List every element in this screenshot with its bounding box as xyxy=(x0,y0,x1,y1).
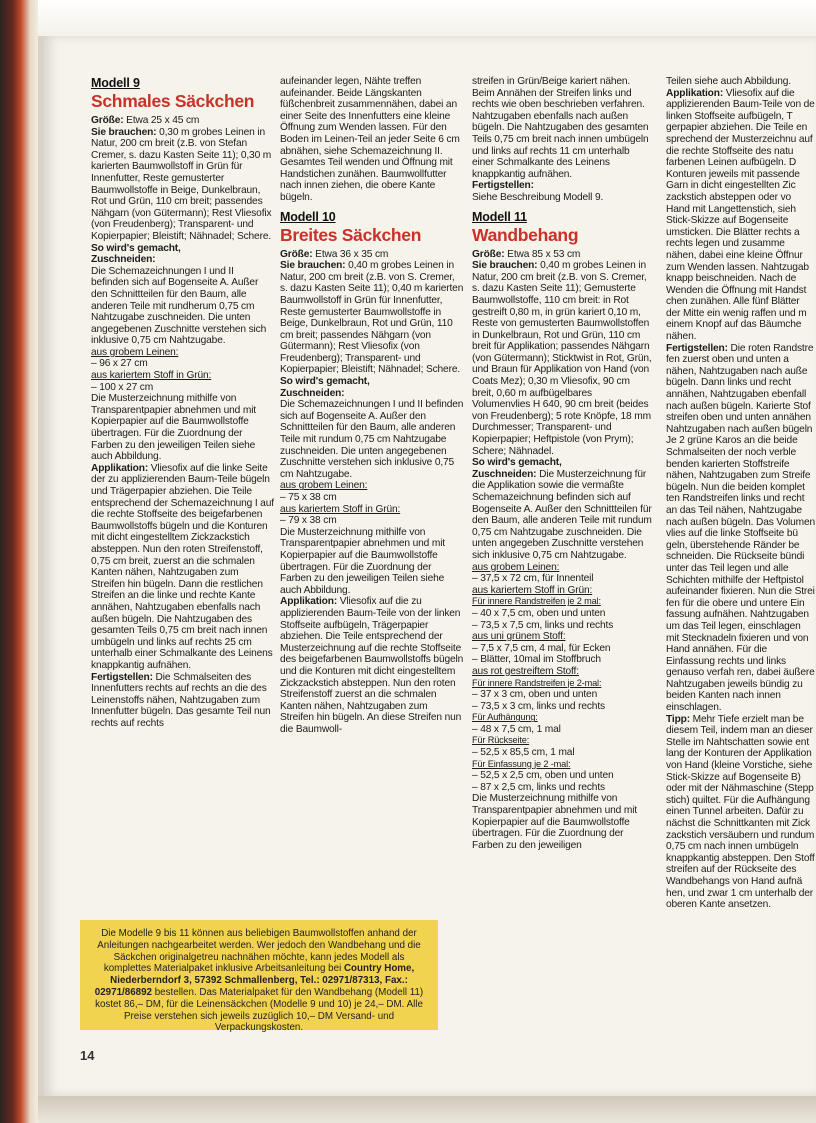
info-text-intro: Die Modelle 9 bis 11 können aus beliebigen Baumwollstoffen anhand der Anleitungen nachgearbeitet werden. Wer jedoch den Wandbehang und die Säckchen originalgetreu nachnähen möchte, kann jedes Modell als komplettes Materialpaket inklusive Arbeitsanleitung bei xyxy=(97,928,421,975)
method-heading: So wird's gemacht, xyxy=(472,457,562,469)
size-label: Größe: xyxy=(91,115,124,126)
continued-text: Teilen siehe auch Abbildung. xyxy=(666,76,791,87)
edge-strip-value: – 73,5 x 3 cm, links und rechts xyxy=(472,700,605,712)
model-title: Schmales Säckchen xyxy=(91,91,255,111)
green-value: – 7,5 x 7,5 cm, 4 mal, für Ecken xyxy=(472,642,611,654)
applique-paragraph xyxy=(280,596,464,735)
applique-label: Applikation: xyxy=(666,87,724,99)
cutting-heading: Zuschneiden: xyxy=(280,387,345,399)
inner-strip-value: – 73,5 x 7,5 cm, links und rechts xyxy=(472,619,614,631)
edge-strip-label: Für innere Randstreifen je 2-mal: xyxy=(472,677,602,688)
tip-paragraph xyxy=(666,714,816,911)
size-label: Größe: xyxy=(280,248,313,260)
materials-label: Sie brauchen: xyxy=(280,260,346,272)
method-heading: So wird's gemacht, xyxy=(280,376,370,388)
model-label: Modell 9 xyxy=(91,76,140,90)
linen-value: – 75 x 38 cm xyxy=(280,492,337,503)
hanger-value: – 48 x 7,5 cm, 1 mal xyxy=(472,723,561,735)
checked-label: aus kariertem Stoff in Grün: xyxy=(280,503,401,515)
checked-label: aus kariertem Stoff in Grün: xyxy=(472,584,593,596)
applique-text: Vliesofix auf die zu applizierenden Baum-Teile von der linken Stoffseite aufbügeln, Trägerpapier abziehen. Die Teile entsprechend der Musterzeichnung auf die rechte Stoffseite des beigefarbenen Baumwollstoffs bügeln und die Konturen mit dicht eingestelltem Zickzackstich absteppen. Nun den roten Streifenstoff zuerst an die schmalen Kanten nähen, Nahtzugaben zum Streifen hin bügeln. An diese Streifen nun die Baumwoll- xyxy=(280,596,464,735)
pattern-text: Die Musterzeichnung mithilfe von Transparentpapier abnehmen und mit Kopierpapier auf die Baumwollstoffe übertragen. Für die Zuordnung der Farben zu den jeweiligen Teilen siehe auch Abbildung. xyxy=(280,526,445,596)
hanger-label: Für Aufhängung: xyxy=(472,712,538,723)
cutting-text: Die Schemazeichnungen I und II befinden sich auf Bogenseite A. Außer den Schnittteilen für den Baum, alle anderen Teile mit rundherum 0,75 cm Nahtzugabe zuschneiden. Die unten angegebenen Zuschnitte verstehen sich inklusive 0,75 cm Nahtzugabe. xyxy=(91,265,267,347)
magazine-page xyxy=(44,36,816,1096)
cutting-heading: Zuschneiden: xyxy=(91,254,156,266)
linen-label: aus grobem Leinen: xyxy=(280,480,368,492)
method-heading: So wird's gemacht, xyxy=(91,242,181,254)
applique-label: Applikation: xyxy=(280,596,338,608)
binding-value: – 87 x 2,5 cm, links und rechts xyxy=(472,781,605,793)
size-label: Größe: xyxy=(472,248,505,260)
finish-label: Fertigstellen: xyxy=(472,180,534,192)
column-modell-11 xyxy=(472,76,652,851)
checked-label: aus kariertem Stoff in Grün: xyxy=(91,370,212,382)
model-label: Modell 11 xyxy=(472,209,527,224)
tip-text: Mehr Tiefe erzielt man be diesem Teil, indem man an dieser Stelle im Nahtschatten sowie ent lang der Konturen der Applikation von Hand (kleine Vorstiche, siehe Stick-Skizze auf Bogenseite B) oder mit der Nähmaschine (Stepp stich) quiltet. Für die Aufhängung einen Tunnel arbeiten. Dafür zu nächst die Schnittkanten mit Zick zackstich versäubern und rundum 0,75 cm nach innen umbügeln knappkantig absteppen. Den Stoff streifen auf der Rückseite des Wandbehangs von Hand aufnä hen, und zwar 1 cm unterhalb der oberen Kante ansetzen. xyxy=(666,713,815,911)
column-modell-9 xyxy=(91,76,274,729)
page-bottom-edge xyxy=(38,1096,816,1123)
applique-label: Applikation: xyxy=(91,462,149,474)
model-title: Wandbehang xyxy=(472,224,579,245)
materials-paragraph xyxy=(280,260,464,376)
materials-paragraph xyxy=(472,260,652,457)
edge-strip-value: – 37 x 3 cm, oben und unten xyxy=(472,689,598,701)
size-value: Etwa 36 x 35 cm xyxy=(312,248,389,260)
page-number: 14 xyxy=(80,1048,95,1063)
info-address: Country Home, Niederberndorf 3, 57392 Schmallenberg, Tel.: 02971/87313, Fax.: 02971/86892 xyxy=(94,963,415,998)
magazine-spine-edge xyxy=(0,0,38,1123)
applique-paragraph xyxy=(666,88,816,343)
materials-paragraph xyxy=(91,127,274,243)
continued-text: streifen in Grün/Beige kariert nähen. Beim Annähen der Streifen links und rechts wie oben beschrieben verfahren. Nahtzugaben ebenfalls nach außen bügeln. Die Nahtzugaben des gesamten Teils 0,75 cm breit nach innen umbügeln und links auf rechts 11 cm unterhalb einer Schmalkante des Leinens knappkantig aufnähen. xyxy=(472,76,649,180)
tip-label: Tipp: xyxy=(666,713,690,725)
pattern-text: Die Musterzeichnung mithilfe von Transparentpapier abnehmen und mit Kopierpapier auf die Baumwollstoffe übertragen. Für die Zuordnung der Farben zu den jeweiligen xyxy=(472,793,637,851)
binding-label: Für Einfassung je 2 -mal: xyxy=(472,758,571,769)
column-modell-10 xyxy=(280,76,464,735)
back-label: Für Rückseite: xyxy=(472,735,530,746)
column-modell-11-continued xyxy=(666,76,816,911)
finish-text: Die roten Randstre fen zuerst oben und unten a nähen, Nahtzugaben nach auße bügeln. Dann links und recht annähen, Nahtzugaben ebenfall nach außen bügeln. Karierte Stof streifen oben und unten annähen Nahtzugaben nach außen bügeln Je 2 grüne Karos an die beide Schmalseiten der noch verble benden karierten Stoffstreife nähen, Nahtzugaben zum Streife bügeln. Nun die beiden komplet ten Randstreifen links und recht an das Teil nähen, Nahtzugabe nach außen bügeln. Das Volumen vlies auf die linke Stoffseite bü geln, überstehende Ränder be schneiden. Die Rückseite bündi unter das Teil legen und alle Schichten mithilfe der Heftpistol aufeinander fixieren. Nun die Strei fen für die obere und untere Ein fassung aufnähen. Nahtzugaben um das Teil legen, einschlagen mit Stecknadeln fixieren und von Hand annähen. Für die Einfassung rechts und links genauso verfah ren, dabei äußere Nahtzugaben jeweils bündig zu beiden Kanten nach innen einschlagen. xyxy=(666,342,815,714)
linen-label: aus grobem Leinen: xyxy=(472,561,560,573)
finish-label: Fertigstellen: xyxy=(91,671,153,683)
materials-text: 0,40 m grobes Leinen in Natur, 200 cm breit (z.B. von S. Cremer, s. dazu Kasten Seite 11); Gemusterte Baumwollstoffe, 110 cm breit: in Rot gestreift 0,80 m, in grün kariert 0,10 m, Reste von gemusterten Baumwollstoffen in Dunkelbraun, Rot und Grün, 110 cm breit für Applikation; passendes Nähgarn (von Gütermann); Sticktwist in Rot, Grün, und Braun für Applikation von Hand (von Coats Mez); 0,30 m Vliesofix, 90 cm breit, 0,60 m aufbügelbares Volumenvlies H 640, 90 cm breit (beides von Freudenberg); 5 rote Knöpfe, 18 mm Durchmesser; Transparent- und Kopierpapier; Heftpistole (von Prym); Schere; Nähnadel. xyxy=(472,260,652,457)
linen-value: – 96 x 27 cm xyxy=(91,358,148,370)
materials-label: Sie brauchen: xyxy=(472,260,538,272)
red-striped-label: aus rot gestreiftem Stoff: xyxy=(472,665,579,677)
back-value: – 52,5 x 85,5 cm, 1 mal xyxy=(472,747,575,759)
binding-value: – 52,5 x 2,5 cm, oben und unten xyxy=(472,770,614,782)
inner-strip-label: Für innere Randstreifen je 2 mal: xyxy=(472,596,601,607)
applique-text: Vliesofix auf die linke Seite der zu applizierenden Baum-Teile bügeln und Trägerpapier abziehen. Die Teile entsprechend der Schemazeichnung I auf die rechte Stoffseite des beigefarbenen Baumwollstoffs bügeln und die Konturen mit dicht eingestelltem Zickzackstich absteppen. Nun den roten Streifenstoff, 0,75 cm breit, zuerst an die schmalen Kanten nähen, Nahtzugaben zum Streifen hin bügeln. Dann die restlichen Streifen an die linke und rechte Kante annähen, Nahtzugaben ebenfalls nach außen bügeln. Die Nahtzugaben des gesamten Teils 0,75 cm breit nach innen umbügeln und links auf rechts 25 cm unterhalb einer Schmalkante des Leinens knappkantig aufnähen. xyxy=(91,462,274,671)
cutting-paragraph xyxy=(472,469,652,562)
size-line xyxy=(91,115,274,127)
applique-paragraph xyxy=(91,463,274,672)
cutting-text: Die Schemazeichnungen I und II befinden sich auf Bogenseite A. Außer den Schnittteilen für den Baum, alle anderen Teile mit rundum 0,75 cm Nahtzugabe zuschneiden. Die unten angegebenen Zuschnitte verstehen sich inklusive 0,75 cm Nahtzugabe. xyxy=(280,399,464,480)
size-line xyxy=(472,249,652,261)
materials-label: Sie brauchen: xyxy=(91,126,157,138)
cutting-text: Die Musterzeichnung für die Applikation sowie die vermaßte Schemazeichnung befinden sich auf Bogenseite A. Außer den Schnittteilen für den Baum, alle anderen Teile mit rundum 0,75 cm Nahtzugabe zuschneiden. Die unten angegeben Zuschnitte verstehen sich inklusive 0,75 cm Nahtzugabe. xyxy=(472,468,652,561)
finish-text: Die Schmalseiten des Innenfutters rechts auf rechts an die des Leinenstoffs nähen, Nahtzugaben zum Innenfutter bügeln. Das gesamte Teil nun rechts auf rechts xyxy=(91,671,271,729)
linen-label: aus grobem Leinen: xyxy=(91,346,179,358)
green-value: – Blätter, 10mal im Stoffbruch xyxy=(472,654,601,666)
size-line xyxy=(280,249,464,261)
material-package-info-box xyxy=(80,920,438,1034)
model-title: Breites Säckchen xyxy=(280,224,422,245)
checked-value: – 100 x 27 cm xyxy=(91,381,154,393)
materials-text: 0,40 m grobes Leinen in Natur, 200 cm breit (z.B. von S. Cremer, s. dazu Kasten Seite 11); 0,40 m karierten Baumwollstoff in Grün für Innenfutter, Reste gemusterter Baumwollstoffe in Beige, Dunkelbraun, Rot und Grün, 110 cm breit; passendes Nähgarn (von Gütermann); Rest Vliesofix (von Freudenberg); Transparent- und Kopierpapier; Bleistift; Nähnadel; Schere. xyxy=(280,260,464,376)
linen-value: – 37,5 x 72 cm, für Innenteil xyxy=(472,573,594,585)
info-text-prices: bestellen. Das Materialpaket für den Wandbehang (Modell 11) kostet 86,– DM, für die Leinensäckchen (Modelle 9 und 10) je 24,– DM. Alle Preise verstehen sich jeweils zuzüglich 10,– DM Versand- und Verpackungskosten. xyxy=(95,986,424,1034)
inner-strip-value: – 40 x 7,5 cm, oben und unten xyxy=(472,607,606,619)
green-label: aus uni grünem Stoff: xyxy=(472,631,566,643)
finish-paragraph xyxy=(666,343,816,714)
finish-label: Fertigstellen: xyxy=(666,342,728,354)
finish-paragraph xyxy=(91,672,274,730)
page-top-margin xyxy=(38,0,816,36)
size-value: Etwa 85 x 53 cm xyxy=(504,248,581,260)
applique-text: Vliesofix auf die applizierenden Baum-Teile von de linken Stoffseite aufbügeln, T gerpapier abziehen. Die Teile en sprechend der Musterzeichnu auf die rechte Stoffseite des natu farbenen Leinen aufbügeln. D Konturen jeweils mit passende Garn in dicht eingestellten Zic zackstich absteppen oder vo Hand mit Langettenstich, sieh Stick-Skizze auf Bogenseite umsticken. Die Blätter rechts a rechts legen und zusamme nähen, dabei eine kleine Öffnur zum Wenden lassen. Nahtzugab knapp beischneiden. Nach de Wenden die Öffnung mit Handst chen zunähen. Alle fünf Blätter der Mitte ein wenig raffen und m einem Knopf auf das Bäumche nähen. xyxy=(666,87,815,343)
pattern-text: Die Musterzeichnung mithilfe von Transparentpapier abnehmen und mit Kopierpapier auf die Baumwollstoffe übertragen. Für die Zuordnung der Farben zu den jeweiligen Teilen siehe auch Abbildung. xyxy=(91,393,256,463)
size-value: Etwa 25 x 45 cm xyxy=(123,115,200,126)
checked-value: – 79 x 38 cm xyxy=(280,515,337,527)
continued-text: aufeinander legen, Nähte treffen aufeinander. Beide Längskanten füßchenbreit zusammennähen, dabei an einer Seite des Innenfutters eine kleine Öffnung zum Wenden lassen. Für den Boden im Leinen-Teil an jeder Seite 6 cm abnähen, siehe Schemazeichnung II. Gesamtes Teil wenden und Öffnung mit Handstichen zunähen. Baumwollfutter nach innen ziehen, die obere Kante bügeln. xyxy=(280,76,460,203)
materials-text: 0,30 m grobes Leinen in Natur, 200 cm breit (z.B. von Stefan Cremer, s. dazu Kasten Seite 11); 0,30 m karierten Baumwollstoff in Grün für Innenfutter, Reste gemusterter Baumwollstoffe in Beige, Dunkelbraun, Rot und Grün, 110 cm breit; passendes Nähgarn (von Gütermann); Rest Vliesofix (von Freudenberg); Transparent- und Kopierpapier; Bleistift; Nähnadel; Schere. xyxy=(91,126,272,242)
model-label: Modell 10 xyxy=(280,209,336,224)
cutting-label: Zuschneiden: xyxy=(472,468,537,480)
finish-text: Siehe Beschreibung Modell 9. xyxy=(472,191,604,203)
